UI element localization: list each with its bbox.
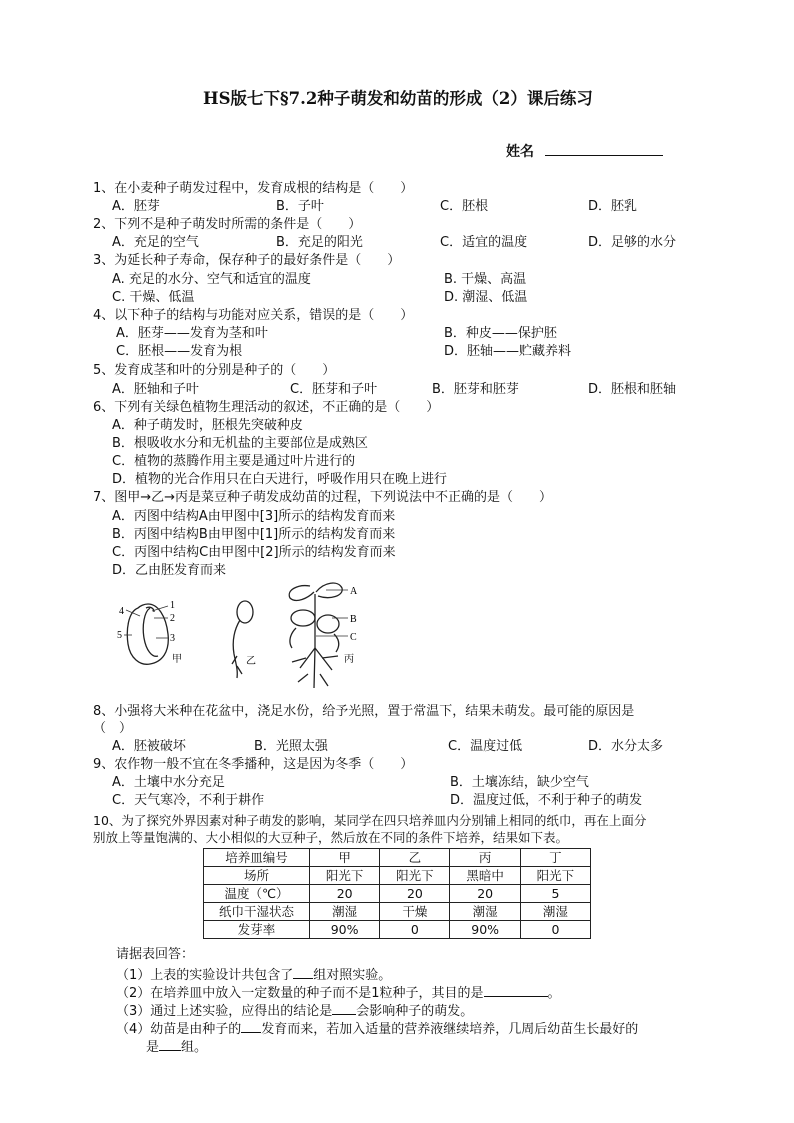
table-cell: 阳光下	[309, 867, 379, 885]
experiment-table	[203, 848, 591, 939]
q6-option-c[interactable]: C．植物的蒸腾作用主要是通过叶片进行的	[112, 454, 356, 469]
q1-option-c[interactable]: C．胚根	[440, 199, 489, 214]
question-8: 8、小强将大米种在花盆中，浇足水份，给予光照，置于常温下，结果未萌发。最可能的原因是	[93, 704, 635, 719]
table-cell: 潮湿	[520, 903, 590, 921]
q9-option-c[interactable]: C．天气寒冷，不利于耕作	[112, 793, 265, 808]
q10-sub2-tail: 。	[547, 986, 561, 1001]
q10-sub4-cont	[146, 1037, 207, 1056]
q8-option-b[interactable]: B．光照太强	[254, 739, 328, 754]
name-label: 姓名	[506, 142, 663, 160]
question-8-cont: （ ）	[93, 721, 133, 736]
table-cell: 潮湿	[450, 903, 520, 921]
q1-option-d[interactable]: D．胚乳	[588, 199, 638, 214]
q10-sub2	[116, 983, 561, 1002]
table-cell: 阳光下	[520, 867, 590, 885]
q6-option-b[interactable]: B．根吸收水分和无机盐的主要部位是成熟区	[112, 436, 368, 451]
table-cell: 潮湿	[309, 903, 379, 921]
label-bing-c: C	[350, 632, 357, 643]
q6-option-d[interactable]: D．植物的光合作用只在白天进行，呼吸作用只在晚上进行	[112, 472, 448, 487]
page-title: HS版七下§7.2种子萌发和幼苗的形成（2）课后练习	[203, 89, 593, 108]
q9-option-d[interactable]: D．温度过低，不利于种子的萌发	[450, 793, 643, 808]
jia-pointer-lines	[124, 606, 168, 638]
table-cell: 纸巾干湿状态	[204, 903, 310, 921]
q7-option-a[interactable]: A．丙图中结构A由甲图中[3]所示的结构发育而来	[112, 509, 396, 524]
q10-sub2-blank[interactable]	[484, 983, 548, 997]
table-header: 培养皿编号	[204, 849, 310, 867]
q10-sub3-blank[interactable]	[332, 1001, 356, 1015]
question-4: 4、以下种子的结构与功能对应关系，错误的是（ ）	[93, 308, 414, 323]
table-cell: 干燥	[380, 903, 450, 921]
table-row	[204, 921, 591, 939]
question-5: 5、发育成茎和叶的分别是种子的（ ）	[93, 363, 336, 378]
q5-option-b[interactable]: B．胚芽和胚芽	[432, 382, 519, 397]
q3-option-a[interactable]: A. 充足的水分、空气和适宜的温度	[112, 272, 311, 287]
q5-option-d[interactable]: D．胚根和胚轴	[588, 382, 677, 397]
table-cell: 阳光下	[380, 867, 450, 885]
q2-option-a[interactable]: A．充足的空气	[112, 235, 199, 250]
question-2: 2、下列不是种子萌发时所需的条件是（ ）	[93, 217, 362, 232]
table-header: 丙	[450, 849, 520, 867]
question-7: 7、图甲→乙→丙是菜豆种子萌发成幼苗的过程，下列说法中不正确的是（ ）	[93, 490, 553, 505]
q10-sub3	[116, 1001, 473, 1020]
table-row	[204, 867, 591, 885]
q10-sub1	[116, 965, 391, 984]
question-10-line1: 10、为了探究外界因素对种子萌发的影响，某同学在四只培养皿内分别铺上相同的纸巾，再在上面分	[93, 813, 647, 828]
label-jia-1: 1	[170, 600, 175, 611]
q6-option-a[interactable]: A．种子萌发时，胚根先突破种皮	[112, 418, 303, 433]
question-1: 1、在小麦种子萌发过程中，发育成根的结构是（ ）	[93, 181, 414, 196]
q10-sub1-blank[interactable]	[293, 965, 313, 979]
q4-option-a[interactable]: A．胚芽——发育为茎和叶	[116, 326, 268, 341]
q7-option-d[interactable]: D．乙由胚发育而来	[112, 563, 227, 578]
table-row	[204, 903, 591, 921]
q1-option-b[interactable]: B．子叶	[276, 199, 324, 214]
q10-sub2-text: （2）在培养皿中放入一定数量的种子而不是1粒种子，其目的是	[116, 986, 484, 1001]
q10-sub4-c: 是	[146, 1040, 160, 1055]
q8-option-a[interactable]: A．胚被破坏	[112, 739, 186, 754]
name-field[interactable]	[545, 142, 663, 156]
caption-yi: 乙	[246, 656, 256, 667]
q10-sub4-tail: 组。	[181, 1040, 208, 1055]
q9-option-b[interactable]: B．土壤冻结，缺少空气	[450, 775, 589, 790]
q3-option-d[interactable]: D. 潮湿、低温	[444, 290, 528, 305]
q10-sub3-text: （3）通过上述实验，应得出的结论是	[116, 1004, 333, 1019]
q3-option-b[interactable]: B. 干燥、高温	[444, 272, 527, 287]
label-jia-4: 4	[119, 606, 124, 617]
table-cell: 温度（℃）	[204, 885, 310, 903]
table-cell: 场所	[204, 867, 310, 885]
table-header: 丁	[520, 849, 590, 867]
table-cell: 20	[309, 885, 379, 903]
question-9: 9、农作物一般不宜在冬季播种，这是因为冬季（ ）	[93, 757, 414, 772]
q10-sub4-mid: 发育而来，若加入适量的营养液继续培养，几周后幼苗生长最好的	[261, 1022, 639, 1037]
table-cell: 5	[520, 885, 590, 903]
label-jia-3: 3	[170, 633, 175, 644]
question-6: 6、下列有关绿色植物生理活动的叙述，不正确的是（ ）	[93, 400, 440, 415]
q10-sub4	[116, 1019, 638, 1038]
q7-option-b[interactable]: B．丙图中结构B由甲图中[1]所示的结构发育而来	[112, 527, 396, 542]
q4-option-c[interactable]: C．胚根——发育为根	[116, 344, 243, 359]
table-cell: 90%	[450, 921, 520, 939]
table-header-row	[204, 849, 591, 867]
label-bing-b: B	[350, 614, 357, 625]
table-cell: 0	[520, 921, 590, 939]
seedling-bing-drawing	[289, 583, 342, 688]
q10-sub4-blank[interactable]	[241, 1019, 261, 1033]
q9-option-a[interactable]: A．土壤中水分充足	[112, 775, 225, 790]
caption-jia: 甲	[172, 654, 182, 665]
q3-option-c[interactable]: C. 干燥、低温	[112, 290, 195, 305]
label-bing-a: A	[350, 586, 358, 597]
q4-option-b[interactable]: B．种皮——保护胚	[444, 326, 557, 341]
question-3: 3、为延长种子寿命，保存种子的最好条件是（ ）	[93, 253, 401, 268]
q10-prompt: 请据表回答：	[116, 947, 195, 962]
table-header: 甲	[309, 849, 379, 867]
q5-option-a[interactable]: A．胚轴和子叶	[112, 382, 199, 397]
q10-sub1-tail: 组对照实验。	[313, 968, 392, 983]
table-cell: 黑暗中	[450, 867, 520, 885]
q10-sub1-text: （1）上表的实验设计共包含了	[116, 968, 294, 983]
table-row	[204, 885, 591, 903]
table-cell: 90%	[309, 921, 379, 939]
q2-option-b[interactable]: B．充足的阳光	[276, 235, 363, 250]
table-header: 乙	[380, 849, 450, 867]
caption-bing: 丙	[344, 654, 354, 665]
q10-sub4-blank2[interactable]	[159, 1037, 181, 1051]
q4-option-d[interactable]: D．胚轴——贮藏养料	[444, 344, 572, 359]
table-cell: 20	[380, 885, 450, 903]
q5-option-c[interactable]: C．胚芽和子叶	[290, 382, 378, 397]
q10-sub4-text: （4）幼苗是由种子的	[116, 1022, 242, 1037]
q8-option-c[interactable]: C．温度过低	[448, 739, 523, 754]
q8-option-d[interactable]: D．水分太多	[588, 739, 664, 754]
question-10-line2: 别放上等量饱满的、大小相似的大豆种子，然后放在不同的条件下培养，结果如下表。	[93, 830, 569, 845]
q7-option-c[interactable]: C．丙图中结构C由甲图中[2]所示的结构发育而来	[112, 545, 396, 560]
table-cell: 0	[380, 921, 450, 939]
label-jia-2: 2	[170, 613, 175, 624]
table-cell: 发芽率	[204, 921, 310, 939]
q2-option-c[interactable]: C．适宜的温度	[440, 235, 528, 250]
q10-sub3-tail: 会影响种子的萌发。	[356, 1004, 474, 1019]
q2-option-d[interactable]: D．足够的水分	[588, 235, 677, 250]
table-cell: 20	[450, 885, 520, 903]
label-jia-5: 5	[117, 630, 122, 641]
q1-option-a[interactable]: A．胚芽	[112, 199, 160, 214]
seed-germination-figure	[110, 578, 370, 700]
